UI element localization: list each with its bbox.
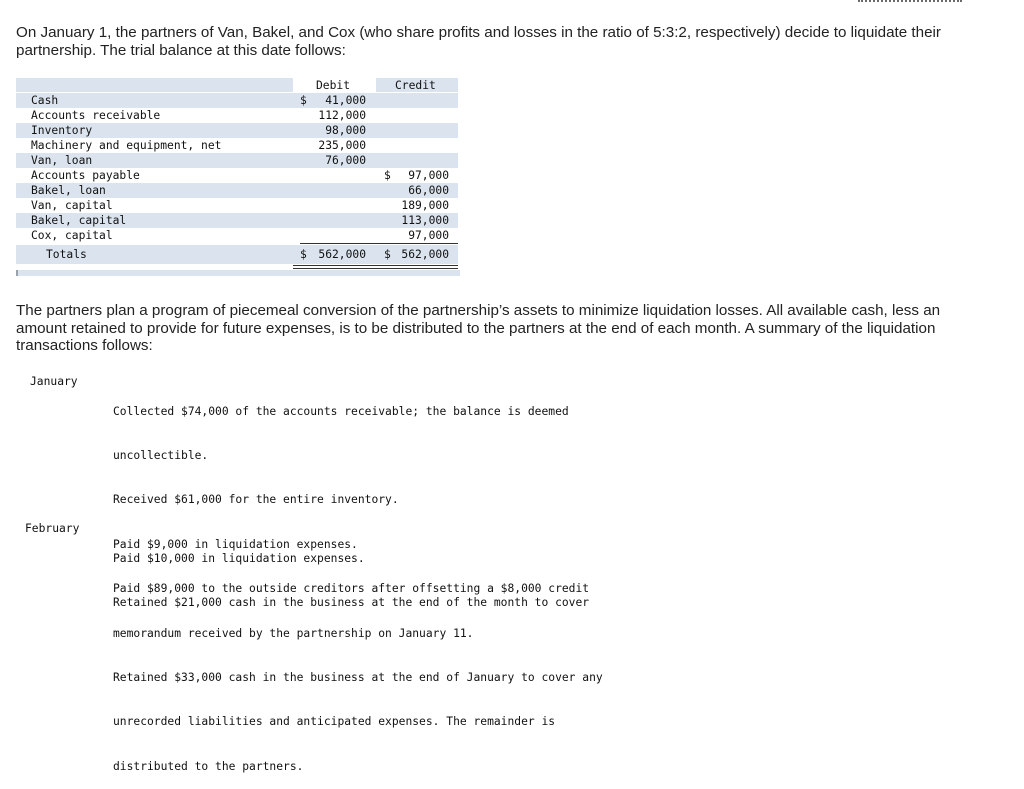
transaction-line: memorandum received by the partnership on January 11. [113,626,474,640]
transaction-line: uncollectible. [113,448,209,462]
row-label: Cox, capital [31,229,113,242]
credit-header: Credit [395,79,436,92]
table-row [16,108,458,123]
row-label: Machinery and equipment, net [31,139,222,152]
subtotal-rule [300,243,458,244]
transaction-line: unrecorded liabilities and anticipated expenses. The remainder is [113,715,556,729]
table-footer-band [16,270,460,276]
row-label: Cash [31,94,59,107]
table-row [16,228,458,243]
credit-total: 562,000 [401,248,449,261]
transaction-line: Paid $10,000 in liquidation expenses. [113,551,365,565]
credit-value: 97,000 [408,229,449,242]
transaction-line: distributed to the partners. [113,759,304,773]
transaction-line: Retained $33,000 cash in the business at the end of January to cover any [113,670,603,684]
month-label-february: February [25,522,80,535]
credit-value: 97,000 [408,169,449,182]
transaction-line: Collected $74,000 of the accounts receivable; the balance is deemed [113,404,569,418]
row-label: Bakel, loan [31,184,106,197]
table-row [16,123,458,138]
trial-balance-table [16,78,458,278]
plan-paragraph: The partners plan a program of piecemeal conversion of the partnership’s assets to minimize liquidation losses. All available cash, less an amount retained to provide for future expenses, is to be distributed to the partners at the end of each month. A summary of the liquidation transactions follows: [16,302,941,354]
transaction-line: Paid $9,000 in liquidation expenses. [113,537,358,551]
row-label: Van, loan [31,154,93,167]
credit-value: 66,000 [408,184,449,197]
transaction-line: Paid $89,000 to the outside creditors after offsetting a $8,000 credit [113,582,590,596]
table-row [16,153,458,168]
table-row [16,213,458,228]
month-label-january: January [30,375,78,388]
february-transactions [113,522,589,626]
debit-value: 112,000 [318,109,366,122]
transaction-line: Received $61,000 for the entire inventory. [113,493,399,507]
row-label: Bakel, capital [31,214,127,227]
table-header-band [16,78,458,92]
table-row [16,198,458,213]
top-dotted-rule [858,0,962,5]
credit-value: 189,000 [401,199,449,212]
table-row [16,183,458,198]
table-row [16,93,458,108]
debit-value: 98,000 [325,124,366,137]
credit-value: 113,000 [401,214,449,227]
debit-header: Debit [316,79,351,92]
transaction-line: Retained $21,000 cash in the business at the end of the month to cover [113,595,590,609]
totals-label: Totals [46,248,87,261]
debit-value: 235,000 [318,139,366,152]
double-rule-top [293,265,458,266]
credit-dollar-sign: $ [384,169,391,182]
row-label: Accounts receivable [31,109,161,122]
table-row [16,168,458,183]
debit-total: 562,000 [318,248,366,261]
double-rule-bottom [293,268,458,269]
row-label: Inventory [31,124,93,137]
debit-dollar-sign: $ [300,248,307,261]
row-label: Van, capital [31,199,113,212]
totals-row [16,245,458,264]
table-row [16,138,458,153]
debit-value: 76,000 [325,154,366,167]
debit-value: 41,000 [325,94,366,107]
row-label: Accounts payable [31,169,140,182]
intro-paragraph: On January 1, the partners of Van, Bakel, and Cox (who share profits and losses in the ratio of 5:3:2, respectively) decide to liquidate their partnership. The trial balance at this date follows: [16,24,941,59]
debit-dollar-sign: $ [300,94,307,107]
credit-dollar-sign: $ [384,248,391,261]
